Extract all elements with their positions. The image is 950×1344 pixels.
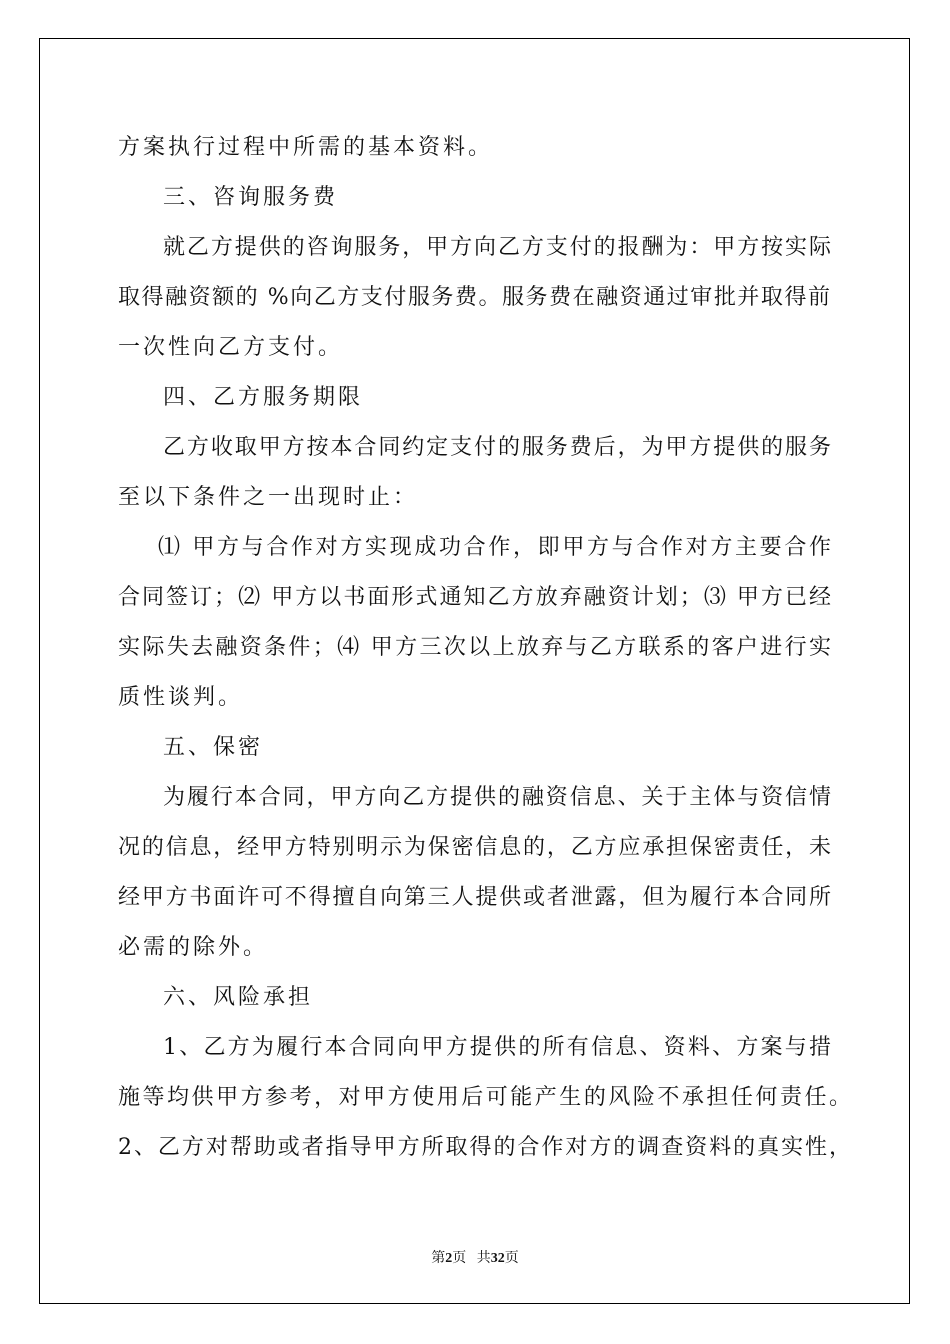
page-number: 2	[445, 1251, 453, 1266]
body-line: 1、乙方为履行本合同向甲方提供的所有信息、资料、方案与措	[163, 1035, 831, 1060]
section-heading: 三、咨询服务费	[163, 185, 339, 210]
page-prefix: 第	[431, 1251, 446, 1266]
body-line: 就乙方提供的咨询服务，甲方向乙方支付的报酬为：甲方按实际	[163, 235, 831, 260]
body-line: 施等均供甲方参考，对甲方使用后可能产生的风险不承担任何责任。	[118, 1085, 851, 1110]
section-heading: 六、风险承担	[163, 985, 314, 1010]
body-line: 至以下条件之一出现时止：	[118, 485, 419, 510]
body-line: 取得融资额的 %向乙方支付服务费。服务费在融资通过审批并取得前	[118, 285, 830, 310]
body-line: 2、乙方对帮助或者指导甲方所取得的合作对方的调查资料的真实性，	[118, 1135, 851, 1160]
page-suffix: 页	[452, 1251, 467, 1266]
body-line: 一次性向乙方支付。	[118, 335, 344, 360]
page-border	[39, 38, 910, 1304]
body-line: 况的信息，经甲方特别明示为保密信息的，乙方应承担保密责任，未	[118, 835, 831, 860]
page-footer	[0, 1247, 950, 1267]
body-line: 为履行本合同，甲方向乙方提供的融资信息、关于主体与资信情	[163, 785, 831, 810]
body-line: 经甲方书面许可不得擅自向第三人提供或者泄露，但为履行本合同所	[118, 885, 831, 910]
total-suffix: 页	[504, 1251, 519, 1266]
section-heading: 五、保密	[163, 735, 264, 760]
body-line: 实际失去融资条件；⑷ 甲方三次以上放弃与乙方联系的客户进行实	[118, 635, 831, 660]
body-line: 方案执行过程中所需的基本资料。	[118, 135, 494, 160]
body-line: 合同签订；⑵ 甲方以书面形式通知乙方放弃融资计划；⑶ 甲方已经	[118, 585, 831, 610]
total-pages: 32	[490, 1251, 505, 1266]
body-line: 必需的除外。	[118, 935, 269, 960]
body-line: 质性谈判。	[118, 685, 244, 710]
section-heading: 四、乙方服务期限	[163, 385, 364, 410]
body-line: 乙方收取甲方按本合同约定支付的服务费后，为甲方提供的服务	[163, 435, 831, 460]
body-line: ⑴ 甲方与合作对方实现成功合作，即甲方与合作对方主要合作	[158, 535, 831, 560]
total-prefix: 共	[476, 1251, 491, 1266]
